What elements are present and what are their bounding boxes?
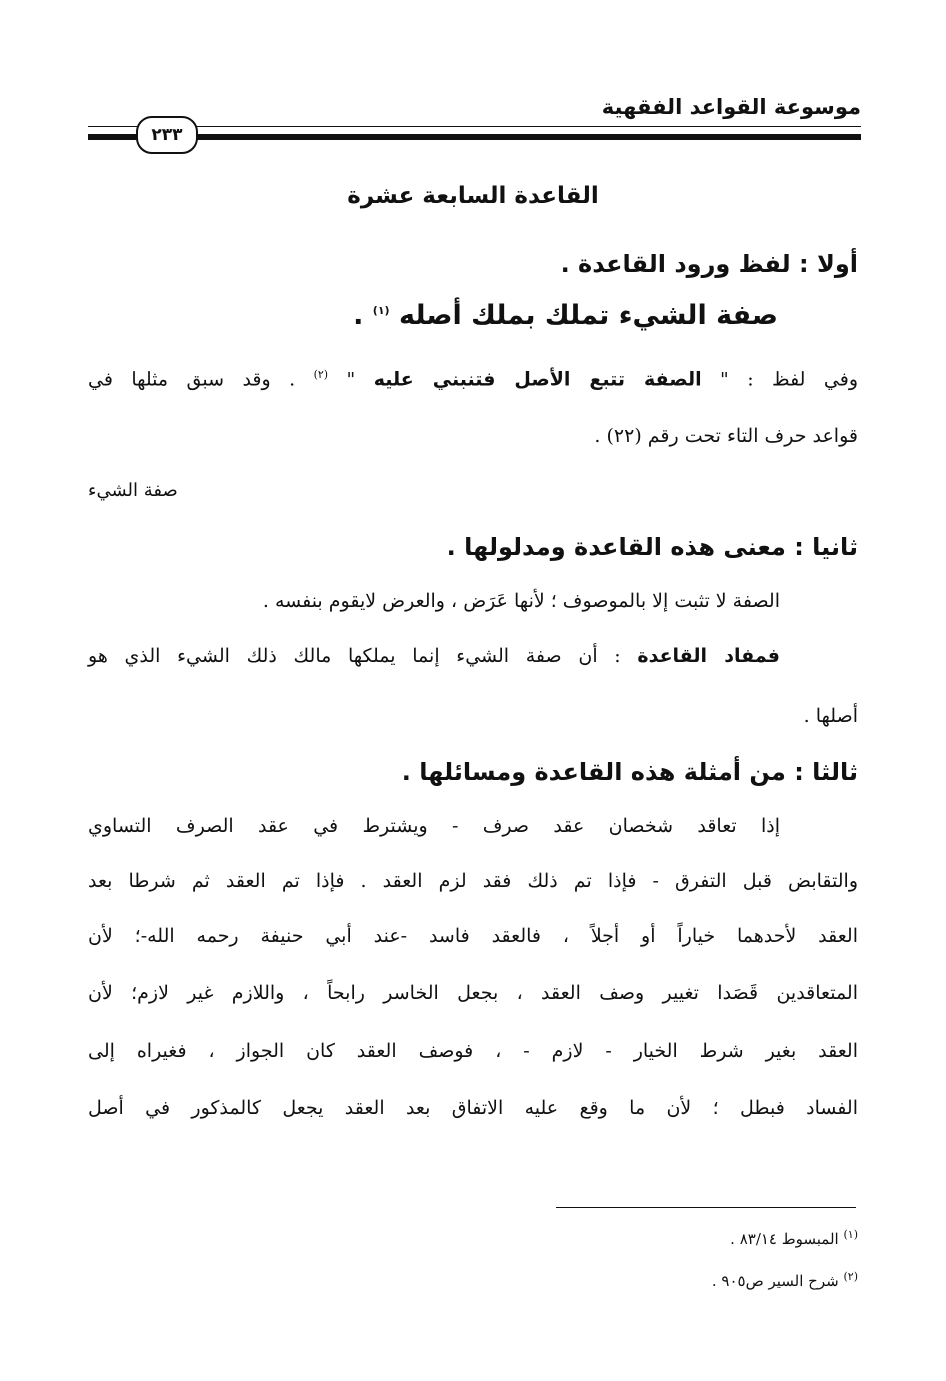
running-title: موسوعة القواعد الفقهية — [601, 95, 861, 119]
footnote-2-text: شرح السير ص٩٠٥ . — [711, 1272, 839, 1290]
variant-line-2: قواعد حرف التاء تحت رقم (٢٢) . — [594, 425, 858, 447]
side-note: صفة الشيء — [88, 480, 178, 501]
rule-end: . — [353, 300, 364, 331]
variant-bold: الصفة تتبع الأصل فتنبني عليه — [373, 368, 702, 391]
section1-heading: أولا : لفظ ورود القاعدة . — [560, 250, 858, 278]
rule-statement — [353, 300, 778, 331]
footnote-2-ref: (٢) — [843, 1270, 858, 1283]
footnote-rule — [556, 1207, 856, 1208]
section2-line-1: الصفة لا تثبت إلا بالموصوف ؛ لأنها عَرَض ، والعرض لايقوم بنفسه . — [262, 590, 780, 612]
variant-line-1 — [88, 368, 858, 390]
section2-heading: ثانيا : معنى هذه القاعدة ومدلولها . — [446, 533, 858, 561]
chapter-title: القاعدة السابعة عشرة — [347, 183, 599, 209]
section2-line-2 — [88, 645, 780, 667]
header-rule-thin — [88, 126, 861, 127]
section3-line: والتقابض قبل التفرق - فإذا تم ذلك فقد لزم العقد . فإذا تم العقد ثم شرطا بعد — [88, 870, 858, 892]
conclusion-label: فمفاد القاعدة — [637, 645, 780, 667]
section2-line-3: أصلها . — [803, 705, 858, 727]
footnote-1-text: المبسوط ٨٣/١٤ . — [730, 1230, 839, 1248]
section3-heading: ثالثا : من أمثلة هذه القاعدة ومسائلها . — [401, 758, 858, 786]
footnote-2 — [712, 1270, 858, 1290]
variant-intro: وفي لفظ : " — [720, 368, 858, 391]
rule-text: صفة الشيء تملك بملك أصله — [398, 300, 778, 331]
footnote-ref-2: (٢) — [313, 368, 329, 381]
footnote-1 — [730, 1228, 858, 1248]
footnote-ref-1: (١) — [372, 304, 390, 317]
section3-line: الفساد فبطل ؛ لأن ما وقع عليه الاتفاق بعد العقد يجعل كالمذكور في أصل — [88, 1097, 858, 1119]
header-rule-thick — [88, 134, 861, 140]
section3-line: إذا تعاقد شخصان عقد صرف - ويشترط في عقد الصرف التساوي — [88, 815, 780, 837]
variant-quote-close: " — [346, 368, 356, 391]
section3-line: المتعاقدين قَصَدا تغيير وصف العقد ، بجعل الخاسر رابحاً ، واللازم غير لازم؛ لأن — [88, 982, 858, 1004]
conclusion-text: : أن صفة الشيء إنما يملكها مالك ذلك الشيء الذي هو — [88, 645, 621, 667]
page-number: ٢٣٣ — [136, 116, 198, 154]
section3-line: العقد بغير شرط الخيار - لازم - ، فوصف العقد كان الجواز ، فغيراه إلى — [88, 1040, 858, 1062]
footnote-1-ref: (١) — [843, 1228, 858, 1241]
variant-tail: . وقد سبق مثلها في — [88, 368, 296, 391]
section3-line: العقد لأحدهما خياراً أو أجلاً ، فالعقد فاسد -عند أبي حنيفة رحمه الله-؛ لأن — [88, 925, 858, 947]
